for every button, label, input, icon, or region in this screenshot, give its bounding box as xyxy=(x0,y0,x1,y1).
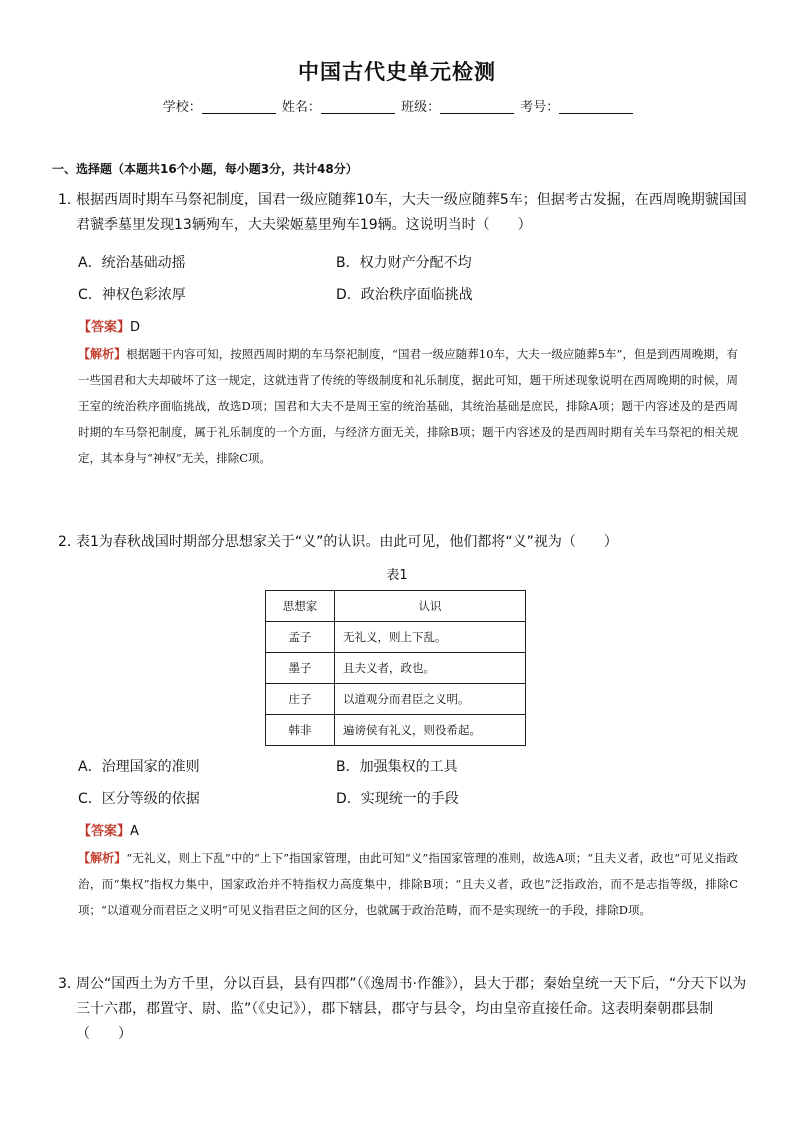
q1-option-a[interactable]: A．统治基础动摇 xyxy=(78,255,186,271)
table-row xyxy=(266,622,526,653)
question-1 xyxy=(58,188,748,238)
question-number: 3． xyxy=(58,976,81,992)
table-header: 认识 xyxy=(335,591,526,622)
table-caption: 表1 xyxy=(386,568,408,583)
q1-answer xyxy=(78,316,140,335)
exam-number-blank[interactable] xyxy=(559,101,633,114)
q2-option-b[interactable]: B．加强集权的工具 xyxy=(336,759,458,775)
analysis-text: “无礼义，则上下乱”中的“上下”指国家管理，由此可知“义”指国家管理的准则，故选A项；“且夫义者，政也”可见义指政治，而“集权”指权力集中，国家政治并不特指权力高度集中，排除B项；“且夫义者，政也”泛指政治，而不是志指等级，排除C项；“以道观分而君臣之义明”可见义指君臣之间的区分，也就属于政治范畴，而不是实现统一的手段，排除D项。 xyxy=(78,851,738,917)
answer-value: A xyxy=(130,824,139,839)
question-stem: 表1为春秋战国时期部分思想家关于“义”的认识。由此可见，他们都将“义”视为（ ） xyxy=(76,534,618,550)
table-cell: 韩非 xyxy=(266,715,335,746)
table-cell: 且夫义者，政也。 xyxy=(335,653,526,684)
table-cell: 孟子 xyxy=(266,622,335,653)
question-stem: 根据西周时期车马祭祀制度，国君一级应随葬10车，大夫一级应随葬5车；但据考古发掘，在西周晚期虢国国君虢季墓里发现13辆殉车，大夫梁姬墓里殉车19辆。这说明当时（ ） xyxy=(76,192,747,233)
student-info-row xyxy=(0,96,794,115)
table-header: 思想家 xyxy=(266,591,335,622)
table-cell: 无礼义，则上下乱。 xyxy=(335,622,526,653)
question-number: 2． xyxy=(58,534,81,550)
q1-option-c[interactable]: C．神权色彩浓厚 xyxy=(78,287,186,303)
table-row xyxy=(266,715,526,746)
q2-option-d[interactable]: D．实现统一的手段 xyxy=(336,791,459,807)
thinkers-table xyxy=(265,590,526,746)
q1-option-b[interactable]: B．权力财产分配不均 xyxy=(336,255,472,271)
page-title: 中国古代史单元检测 xyxy=(298,60,496,84)
school-label: 学校： xyxy=(162,100,202,115)
table-cell: 庄子 xyxy=(266,684,335,715)
class-blank[interactable] xyxy=(440,101,514,114)
table-cell: 以道观分而君臣之义明。 xyxy=(335,684,526,715)
table-header-row xyxy=(266,591,526,622)
section-heading: 一、选择题（本题共16个小题，每小题3分，共计48分） xyxy=(52,162,358,176)
answer-tag: 【答案】 xyxy=(78,320,131,335)
analysis-text: 根据题干内容可知，按照西周时期的车马祭祀制度，“国君一级应随葬10车，大夫一级应随葬5车”，但是到西周晚期，有一些国君和大夫却破坏了这一规定，这就违背了传统的等级制度和礼乐制度，据此可知，题干所述现象说明在西周晚期的时候，周王室的统治秩序面临挑战，故选D项；国君和大夫不是周王室的统治基础，其统治基础是庶民，排除A项；题干内容述及的是西周时期的车马祭祀制度，属于礼乐制度的一个方面，与经济方面无关，排除B项；题干内容述及的是西周时期有关车马祭祀的相关规定，其本身与“神权”无关，排除C项。 xyxy=(78,347,738,465)
exam-number-label: 考号： xyxy=(520,100,560,115)
question-number: 1． xyxy=(58,192,81,208)
q2-analysis xyxy=(78,845,738,923)
table-cell: 墨子 xyxy=(266,653,335,684)
analysis-tag: 【解析】 xyxy=(78,851,127,865)
q1-option-d[interactable]: D．政治秩序面临挑战 xyxy=(336,287,473,303)
table-cell: 遍谤侯有礼义，则役希起。 xyxy=(335,715,526,746)
question-2 xyxy=(58,530,748,555)
answer-value: D xyxy=(130,320,141,335)
name-label: 姓名： xyxy=(281,100,321,115)
q2-answer xyxy=(78,820,139,839)
answer-tag: 【答案】 xyxy=(78,824,131,839)
name-blank[interactable] xyxy=(321,101,395,114)
table-row xyxy=(266,684,526,715)
q2-option-c[interactable]: C．区分等级的依据 xyxy=(78,791,200,807)
question-stem: 周公“国西土为方千里，分以百县，县有四郡”（《逸周书·作雒》），县大于郡；秦始皇统一天下后，“分天下以为三十六郡，郡置守、尉、监”（《史记》），郡下辖县，郡守与县令，均由皇帝直接任命。这表明秦朝郡县制（ ） xyxy=(76,976,747,1042)
table-row xyxy=(266,653,526,684)
analysis-tag: 【解析】 xyxy=(78,347,127,361)
class-label: 班级： xyxy=(401,100,441,115)
school-blank[interactable] xyxy=(202,101,276,114)
q2-option-a[interactable]: A．治理国家的准则 xyxy=(78,759,200,775)
q1-analysis xyxy=(78,341,738,471)
question-3 xyxy=(58,972,748,1047)
